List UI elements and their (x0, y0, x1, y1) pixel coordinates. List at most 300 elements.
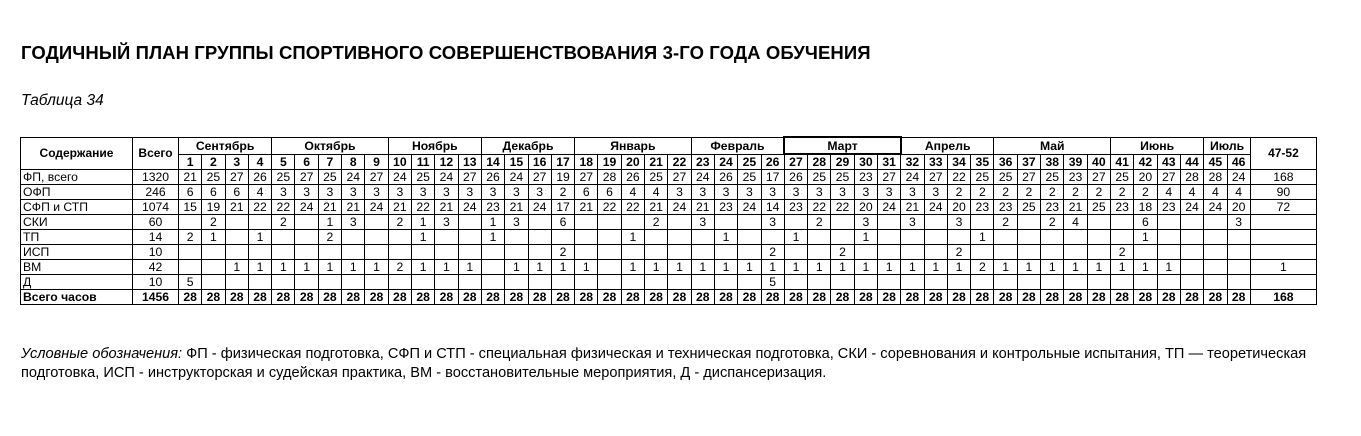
week-cell: 3 (854, 185, 877, 200)
week-cell (179, 245, 202, 260)
week-cell: 25 (318, 170, 341, 185)
week-cell (481, 275, 504, 290)
week-cell (365, 275, 388, 290)
week-cell: 1 (575, 260, 598, 275)
week-number: 15 (505, 154, 528, 170)
page-title: ГОДИЧНЫЙ ПЛАН ГРУППЫ СПОРТИВНОГО СОВЕРШЕНСТВОВАНИЯ 3-ГО ГОДА ОБУЧЕНИЯ (21, 42, 871, 63)
week-cell: 28 (831, 290, 854, 305)
week-number: 13 (458, 154, 481, 170)
week-cell: 28 (481, 290, 504, 305)
week-cell: 2 (1111, 185, 1134, 200)
week-cell: 6 (551, 215, 574, 230)
week-cell: 4 (645, 185, 668, 200)
week-cell: 6 (1134, 215, 1157, 230)
week-cell: 6 (575, 185, 598, 200)
week-cell (388, 245, 411, 260)
week-cell (1111, 230, 1134, 245)
week-cell: 27 (668, 170, 691, 185)
week-cell: 22 (272, 200, 295, 215)
week-cell: 1 (971, 230, 994, 245)
week-cell: 1 (318, 260, 341, 275)
week-cell: 3 (761, 185, 784, 200)
legend (21, 345, 1321, 383)
week-cell: 28 (1204, 290, 1227, 305)
row-total: 10 (133, 275, 179, 290)
week-cell (1087, 245, 1110, 260)
week-number: 26 (761, 154, 784, 170)
week-cell (714, 275, 737, 290)
week-cell: 24 (1180, 200, 1203, 215)
week-cell: 1 (481, 215, 504, 230)
week-cell (248, 275, 271, 290)
week-cell: 1 (1064, 260, 1087, 275)
week-cell (1017, 230, 1040, 245)
week-cell (1157, 275, 1180, 290)
week-cell: 4 (1064, 215, 1087, 230)
week-cell: 1 (248, 260, 271, 275)
week-cell: 25 (1017, 200, 1040, 215)
week-cell (318, 245, 341, 260)
week-cell: 21 (388, 200, 411, 215)
week-cell (831, 275, 854, 290)
week-cell: 2 (318, 230, 341, 245)
week-cell: 2 (202, 215, 225, 230)
week-cell (1134, 275, 1157, 290)
week-cell (784, 275, 807, 290)
week-number: 23 (691, 154, 714, 170)
week-cell: 28 (248, 290, 271, 305)
week-cell (645, 245, 668, 260)
week-cell (1111, 215, 1134, 230)
month-header: Июль (1204, 137, 1251, 154)
week-cell (458, 245, 481, 260)
week-cell (621, 275, 644, 290)
week-cell: 28 (295, 290, 318, 305)
week-cell: 17 (551, 200, 574, 215)
week-number: 19 (598, 154, 621, 170)
week-number: 6 (295, 154, 318, 170)
row-label: ИСП (21, 245, 133, 260)
week-cell: 3 (435, 215, 458, 230)
week-cell: 3 (365, 185, 388, 200)
week-cell: 20 (854, 200, 877, 215)
week-cell: 2 (551, 185, 574, 200)
week-cell (179, 260, 202, 275)
week-cell: 25 (1111, 170, 1134, 185)
week-cell (225, 230, 248, 245)
table-row (21, 245, 1317, 260)
month-header: Октябрь (272, 137, 389, 154)
week-cell: 3 (342, 185, 365, 200)
week-cell (1157, 245, 1180, 260)
week-cell (505, 245, 528, 260)
row-label: Всего часов (21, 290, 133, 305)
week-number: 21 (645, 154, 668, 170)
week-cell: 28 (1180, 290, 1203, 305)
week-number: 46 (1227, 154, 1250, 170)
month-header: Май (994, 137, 1111, 154)
week-cell: 1 (738, 260, 761, 275)
week-cell: 1 (505, 260, 528, 275)
week-cell: 28 (621, 290, 644, 305)
week-cell: 27 (365, 170, 388, 185)
week-cell (295, 275, 318, 290)
week-cell: 1 (714, 230, 737, 245)
week-cell (272, 245, 295, 260)
week-cell: 3 (808, 185, 831, 200)
week-cell: 24 (924, 200, 947, 215)
week-cell: 28 (598, 290, 621, 305)
table-row (21, 275, 1317, 290)
week-cell (318, 275, 341, 290)
week-cell: 1 (248, 230, 271, 245)
week-cell (1204, 245, 1227, 260)
week-cell (435, 230, 458, 245)
week-cell: 1 (1017, 260, 1040, 275)
week-cell: 1 (458, 260, 481, 275)
week-cell (1180, 245, 1203, 260)
week-cell (365, 245, 388, 260)
week-cell: 28 (784, 290, 807, 305)
table-row (21, 200, 1317, 215)
week-cell: 28 (1180, 170, 1203, 185)
week-cell: 28 (901, 290, 924, 305)
week-cell (1204, 260, 1227, 275)
week-cell: 28 (575, 290, 598, 305)
week-cell: 28 (691, 290, 714, 305)
week-cell: 1 (901, 260, 924, 275)
week-cell: 23 (481, 200, 504, 215)
week-cell (342, 230, 365, 245)
week-cell: 1 (1041, 260, 1064, 275)
week-cell (621, 215, 644, 230)
week-cell: 21 (1064, 200, 1087, 215)
week-cell (854, 275, 877, 290)
week-cell: 28 (878, 290, 901, 305)
week-cell: 1 (854, 260, 877, 275)
row-total: 1320 (133, 170, 179, 185)
week-cell: 28 (598, 170, 621, 185)
week-cell: 25 (1087, 200, 1110, 215)
week-cell: 3 (318, 185, 341, 200)
week-cell (1180, 260, 1203, 275)
week-cell (947, 275, 970, 290)
week-cell: 28 (1087, 290, 1110, 305)
week-cell (878, 215, 901, 230)
week-number: 29 (831, 154, 854, 170)
week-cell (458, 230, 481, 245)
week-cell: 22 (831, 200, 854, 215)
week-cell: 28 (411, 290, 434, 305)
week-cell: 2 (1017, 185, 1040, 200)
table-row (21, 185, 1317, 200)
week-number: 30 (854, 154, 877, 170)
week-cell (458, 215, 481, 230)
week-cell (598, 215, 621, 230)
week-cell: 21 (435, 200, 458, 215)
month-header: Март (784, 137, 900, 154)
week-cell (878, 230, 901, 245)
week-cell (738, 215, 761, 230)
week-cell: 1 (1111, 260, 1134, 275)
week-cell (248, 215, 271, 230)
week-cell: 24 (1204, 200, 1227, 215)
week-cell (1204, 230, 1227, 245)
week-number: 43 (1157, 154, 1180, 170)
week-cell: 1 (924, 260, 947, 275)
week-cell: 1 (808, 260, 831, 275)
legend-text: ФП - физическая подготовка, СФП и СТП - специальная физическая и техническая подготовка, СКИ - соревнования и контрольные испытания, ТП — теоретическая подготовка, ИСП - инструкторская и судейская практика, ВМ - восстановительные мероприятия, Д - диспансеризация. (21, 346, 1307, 381)
row-label: Д (21, 275, 133, 290)
week-cell (505, 230, 528, 245)
week-cell (738, 230, 761, 245)
week-cell (668, 230, 691, 245)
week-cell: 1 (994, 260, 1017, 275)
week-cell: 26 (621, 170, 644, 185)
week-cell: 18 (1134, 200, 1157, 215)
week-cell: 3 (714, 185, 737, 200)
weeks-47-52-cell (1250, 275, 1316, 290)
week-cell (668, 275, 691, 290)
week-number: 7 (318, 154, 341, 170)
week-cell (1180, 215, 1203, 230)
week-cell: 28 (808, 290, 831, 305)
week-cell: 2 (1064, 185, 1087, 200)
week-cell: 2 (1134, 185, 1157, 200)
week-number: 14 (481, 154, 504, 170)
week-cell: 28 (179, 290, 202, 305)
row-total: 14 (133, 230, 179, 245)
week-cell: 19 (551, 170, 574, 185)
week-cell: 25 (831, 170, 854, 185)
week-cell: 3 (784, 185, 807, 200)
weeks-47-52-cell: 168 (1250, 170, 1316, 185)
week-cell (295, 230, 318, 245)
week-cell (528, 275, 551, 290)
week-cell: 6 (202, 185, 225, 200)
week-cell (808, 245, 831, 260)
week-cell: 4 (621, 185, 644, 200)
week-cell (598, 275, 621, 290)
week-number: 5 (272, 154, 295, 170)
weeks-47-52-cell (1250, 245, 1316, 260)
week-cell: 28 (1227, 290, 1250, 305)
week-cell: 22 (598, 200, 621, 215)
week-number: 42 (1134, 154, 1157, 170)
week-cell: 4 (1157, 185, 1180, 200)
week-cell (714, 245, 737, 260)
week-cell (994, 275, 1017, 290)
week-cell (365, 230, 388, 245)
week-cell (714, 215, 737, 230)
row-total: 1456 (133, 290, 179, 305)
week-cell (598, 260, 621, 275)
week-cell: 23 (1041, 200, 1064, 215)
week-cell (831, 215, 854, 230)
week-cell (1180, 230, 1203, 245)
row-total: 42 (133, 260, 179, 275)
week-cell: 3 (505, 215, 528, 230)
week-cell: 2 (994, 185, 1017, 200)
week-cell (668, 215, 691, 230)
week-cell: 3 (272, 185, 295, 200)
week-cell: 3 (691, 215, 714, 230)
week-cell: 3 (481, 185, 504, 200)
week-number: 16 (528, 154, 551, 170)
week-cell (528, 245, 551, 260)
week-cell (784, 245, 807, 260)
week-cell (551, 275, 574, 290)
week-cell: 3 (435, 185, 458, 200)
week-cell: 28 (1111, 290, 1134, 305)
week-cell: 28 (202, 290, 225, 305)
week-cell (1134, 245, 1157, 260)
week-cell: 1 (1087, 260, 1110, 275)
month-header: Сентябрь (179, 137, 272, 154)
week-cell: 24 (365, 200, 388, 215)
week-cell (738, 275, 761, 290)
week-cell: 25 (202, 170, 225, 185)
week-cell: 2 (1041, 185, 1064, 200)
week-cell: 2 (947, 185, 970, 200)
week-cell: 28 (738, 290, 761, 305)
week-number: 2 (202, 154, 225, 170)
week-number: 34 (947, 154, 970, 170)
week-cell: 23 (994, 200, 1017, 215)
week-cell (901, 230, 924, 245)
row-total: 1074 (133, 200, 179, 215)
week-cell: 26 (248, 170, 271, 185)
week-cell: 6 (598, 185, 621, 200)
week-cell (691, 275, 714, 290)
week-number: 41 (1111, 154, 1134, 170)
month-header: Июнь (1111, 137, 1204, 154)
week-cell: 21 (505, 200, 528, 215)
week-cell (1227, 230, 1250, 245)
week-cell (505, 275, 528, 290)
week-cell (878, 245, 901, 260)
legend-label: Условные обозначения: (21, 346, 183, 362)
week-cell (1017, 215, 1040, 230)
week-cell: 27 (575, 170, 598, 185)
week-cell: 2 (1087, 185, 1110, 200)
week-number: 25 (738, 154, 761, 170)
week-number: 31 (878, 154, 901, 170)
week-cell: 25 (272, 170, 295, 185)
week-cell (668, 245, 691, 260)
row-label: ВМ (21, 260, 133, 275)
week-cell: 24 (1227, 170, 1250, 185)
week-cell: 24 (342, 170, 365, 185)
week-cell: 23 (1111, 200, 1134, 215)
week-cell: 23 (971, 200, 994, 215)
week-cell: 4 (1227, 185, 1250, 200)
week-cell: 28 (225, 290, 248, 305)
weeks-47-52-cell (1250, 215, 1316, 230)
week-cell: 1 (947, 260, 970, 275)
week-cell: 2 (1041, 215, 1064, 230)
week-cell: 1 (411, 230, 434, 245)
week-cell: 24 (668, 200, 691, 215)
week-cell: 1 (481, 230, 504, 245)
week-cell: 1 (411, 260, 434, 275)
week-cell (971, 275, 994, 290)
week-cell: 28 (458, 290, 481, 305)
week-cell: 2 (388, 215, 411, 230)
week-cell (924, 245, 947, 260)
week-cell (761, 230, 784, 245)
week-cell: 27 (1017, 170, 1040, 185)
week-number: 11 (411, 154, 434, 170)
week-cell: 21 (575, 200, 598, 215)
week-cell (295, 215, 318, 230)
week-cell: 2 (947, 245, 970, 260)
week-cell: 2 (971, 260, 994, 275)
week-cell: 28 (994, 290, 1017, 305)
week-cell: 5 (179, 275, 202, 290)
week-cell (784, 215, 807, 230)
week-cell: 21 (225, 200, 248, 215)
week-cell: 24 (435, 170, 458, 185)
week-cell: 3 (831, 185, 854, 200)
week-cell: 2 (761, 245, 784, 260)
week-cell: 28 (1041, 290, 1064, 305)
week-cell (645, 230, 668, 245)
week-cell (901, 245, 924, 260)
week-cell: 5 (761, 275, 784, 290)
week-cell (575, 230, 598, 245)
row-label: ТП (21, 230, 133, 245)
week-number: 10 (388, 154, 411, 170)
week-cell: 21 (179, 170, 202, 185)
week-cell: 2 (645, 215, 668, 230)
week-cell (1064, 275, 1087, 290)
row-label: ФП, всего (21, 170, 133, 185)
week-cell: 15 (179, 200, 202, 215)
week-cell: 1 (1134, 230, 1157, 245)
week-cell: 24 (388, 170, 411, 185)
week-cell: 3 (1227, 215, 1250, 230)
month-header: Апрель (901, 137, 994, 154)
week-number: 9 (365, 154, 388, 170)
week-cell (971, 245, 994, 260)
week-cell (691, 245, 714, 260)
week-cell: 28 (505, 290, 528, 305)
week-cell: 26 (784, 170, 807, 185)
week-cell (179, 215, 202, 230)
row-label: ОФП (21, 185, 133, 200)
row-label: СКИ (21, 215, 133, 230)
week-cell: 3 (458, 185, 481, 200)
week-cell: 3 (924, 185, 947, 200)
week-number: 38 (1041, 154, 1064, 170)
header-weeks-47-52: 47-52 (1250, 137, 1316, 170)
week-cell: 1 (714, 260, 737, 275)
week-cell (342, 275, 365, 290)
week-cell: 24 (901, 170, 924, 185)
week-cell (878, 275, 901, 290)
week-cell: 20 (947, 200, 970, 215)
week-cell (551, 230, 574, 245)
week-cell: 3 (388, 185, 411, 200)
week-cell: 1 (528, 260, 551, 275)
week-number: 27 (784, 154, 807, 170)
table-row (21, 170, 1317, 185)
week-cell: 3 (342, 215, 365, 230)
week-cell: 28 (365, 290, 388, 305)
week-cell: 25 (808, 170, 831, 185)
week-cell: 23 (714, 200, 737, 215)
